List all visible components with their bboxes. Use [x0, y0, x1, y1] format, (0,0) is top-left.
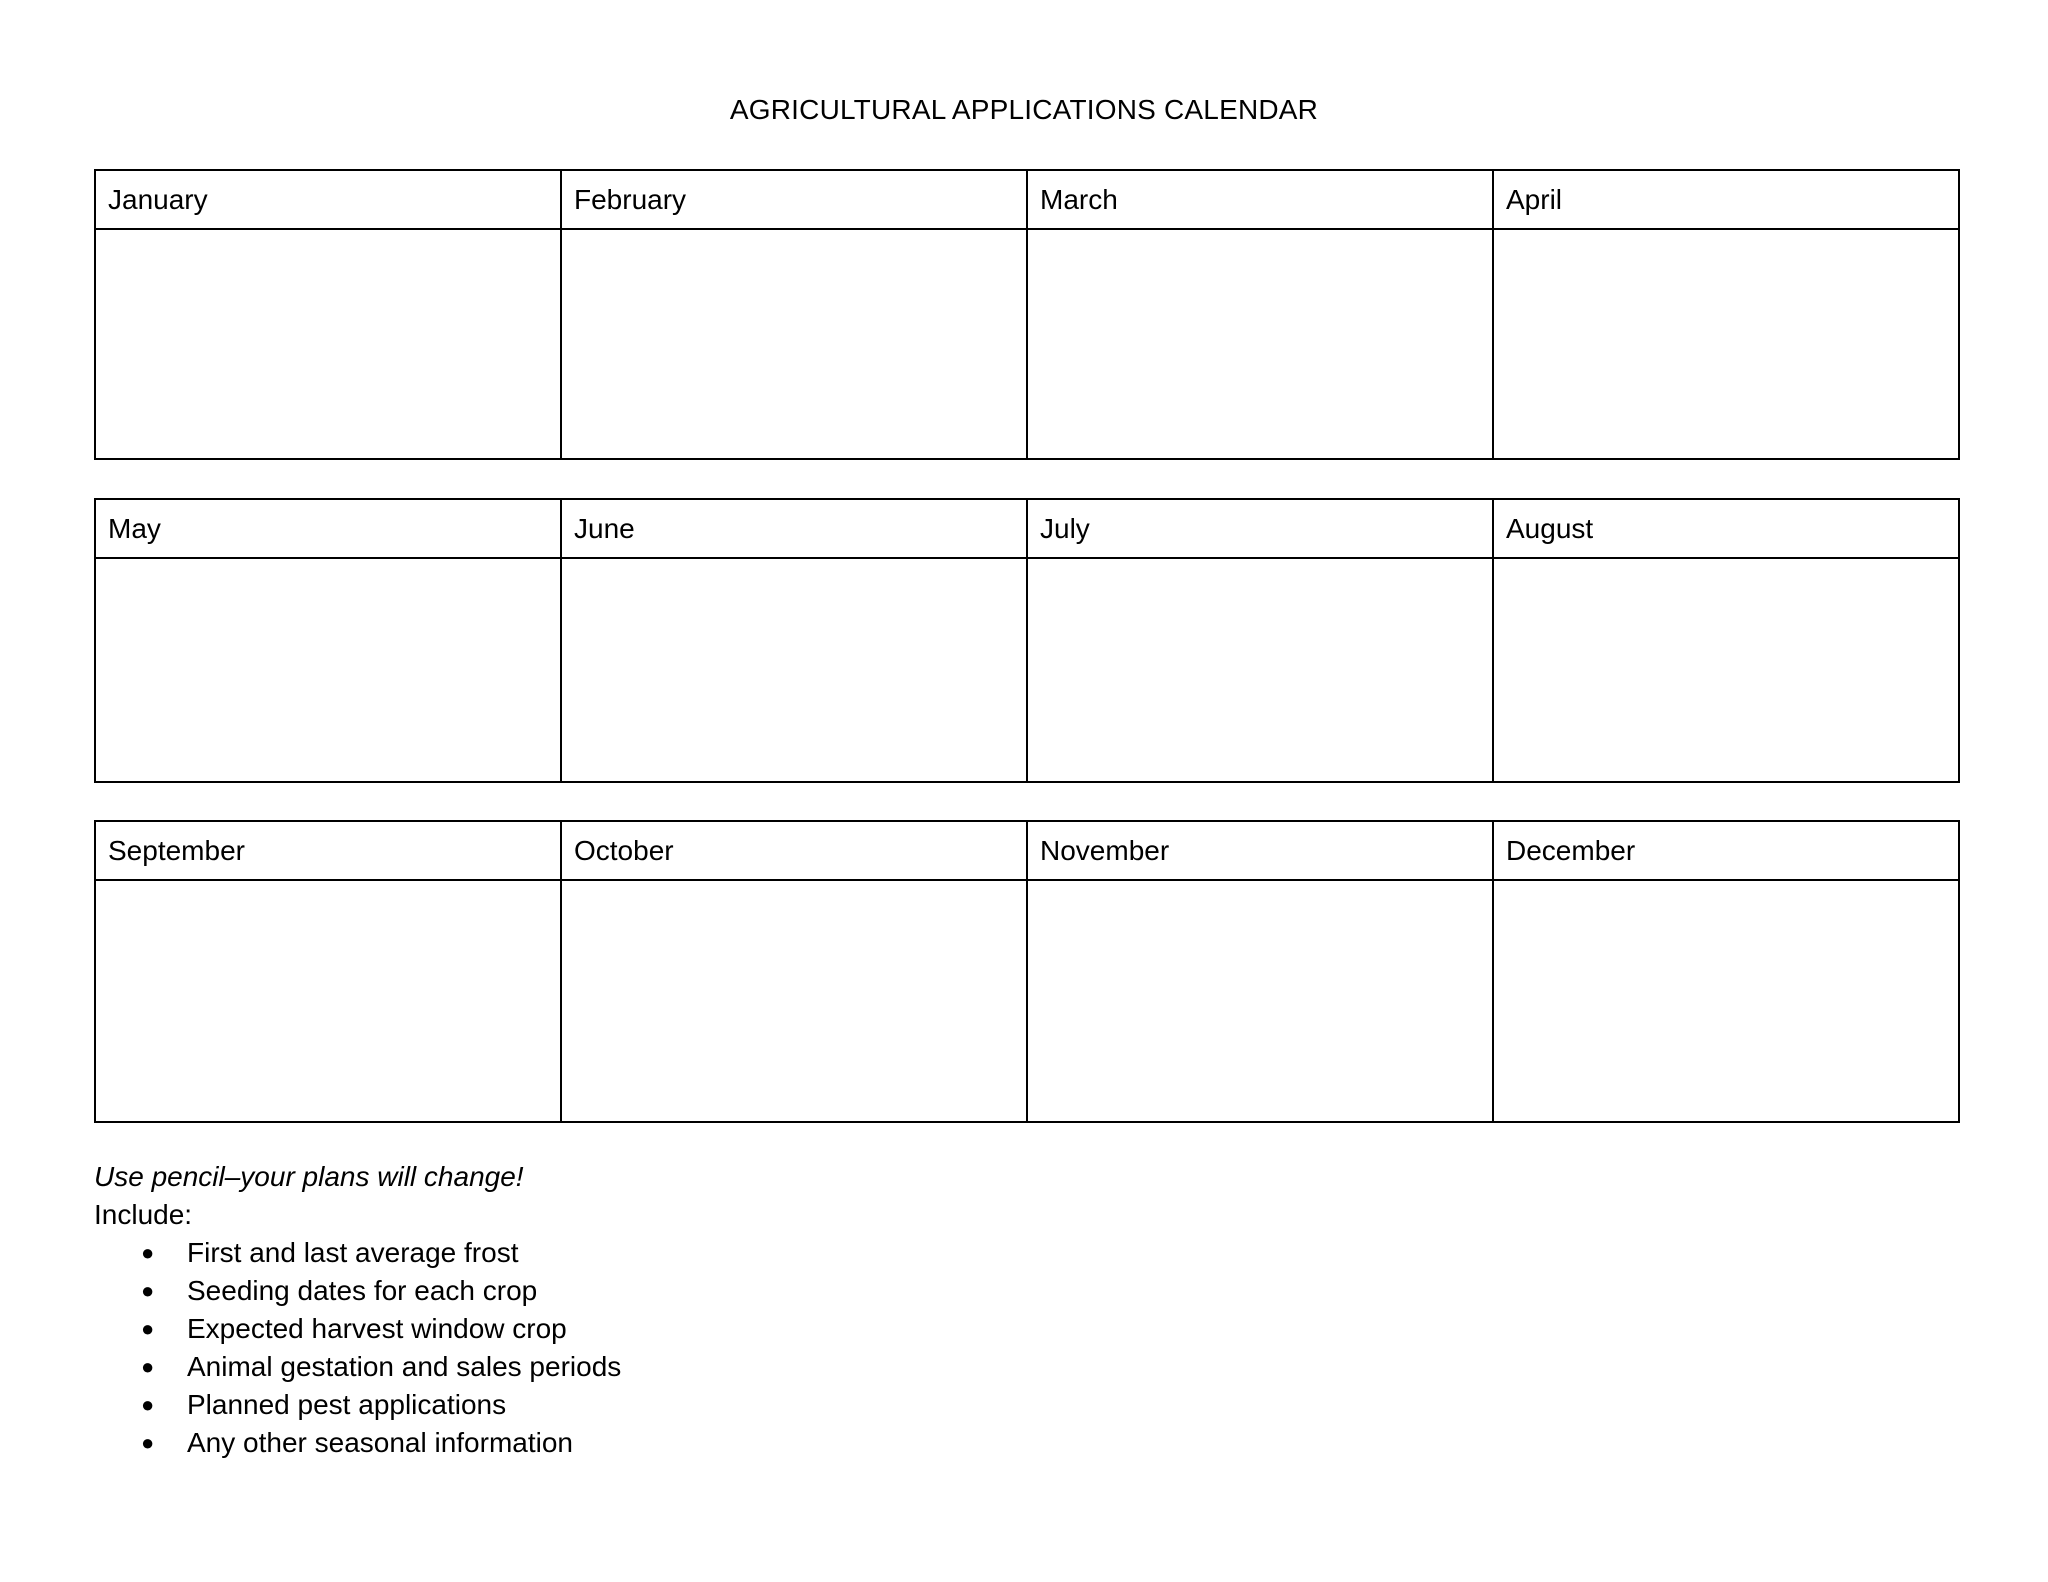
page-title: AGRICULTURAL APPLICATIONS CALENDAR: [729, 94, 1319, 125]
list-item-text: Animal gestation and sales periods: [187, 1351, 622, 1382]
bullet-icon: ●: [141, 1354, 155, 1379]
month-header-february: February: [561, 170, 1027, 229]
month-header-july: July: [1027, 499, 1493, 558]
month-cell-july[interactable]: [1027, 558, 1493, 782]
month-header-november: November: [1027, 821, 1493, 880]
month-cell-april[interactable]: [1493, 229, 1959, 459]
list-item: [94, 1348, 621, 1386]
list-item-text: Expected harvest window crop: [187, 1313, 567, 1344]
month-header-september: September: [95, 821, 561, 880]
month-header-march: March: [1027, 170, 1493, 229]
pencil-reminder: Use pencil–your plans will change!: [94, 1161, 524, 1192]
month-header-may: May: [95, 499, 561, 558]
calendar-row-2: [94, 498, 1960, 783]
bullet-icon: ●: [141, 1278, 155, 1303]
include-list: [94, 1234, 621, 1462]
list-item-text: Planned pest applications: [187, 1389, 507, 1420]
month-cell-october[interactable]: [561, 880, 1027, 1122]
bullet-icon: ●: [141, 1392, 155, 1417]
include-label: Include:: [94, 1199, 193, 1230]
month-cell-february[interactable]: [561, 229, 1027, 459]
list-item: [94, 1386, 621, 1424]
month-cell-november[interactable]: [1027, 880, 1493, 1122]
month-header-december: December: [1493, 821, 1959, 880]
month-cell-march[interactable]: [1027, 229, 1493, 459]
month-header-january: January: [95, 170, 561, 229]
calendar-row-3: [94, 820, 1960, 1123]
list-item: [94, 1234, 621, 1272]
month-cell-august[interactable]: [1493, 558, 1959, 782]
month-header-june: June: [561, 499, 1027, 558]
month-cell-january[interactable]: [95, 229, 561, 459]
month-cell-december[interactable]: [1493, 880, 1959, 1122]
month-header-august: August: [1493, 499, 1959, 558]
bullet-icon: ●: [141, 1240, 155, 1265]
month-header-october: October: [561, 821, 1027, 880]
notes-section: [94, 1158, 621, 1462]
list-item: [94, 1424, 621, 1462]
list-item: [94, 1272, 621, 1310]
bullet-icon: ●: [141, 1430, 155, 1455]
list-item-text: Any other seasonal information: [187, 1427, 573, 1458]
bullet-icon: ●: [141, 1316, 155, 1341]
month-header-april: April: [1493, 170, 1959, 229]
list-item-text: First and last average frost: [187, 1237, 519, 1268]
list-item-text: Seeding dates for each crop: [187, 1275, 538, 1306]
month-cell-june[interactable]: [561, 558, 1027, 782]
month-cell-may[interactable]: [95, 558, 561, 782]
list-item: [94, 1310, 621, 1348]
month-cell-september[interactable]: [95, 880, 561, 1122]
calendar-row-1: [94, 169, 1960, 460]
